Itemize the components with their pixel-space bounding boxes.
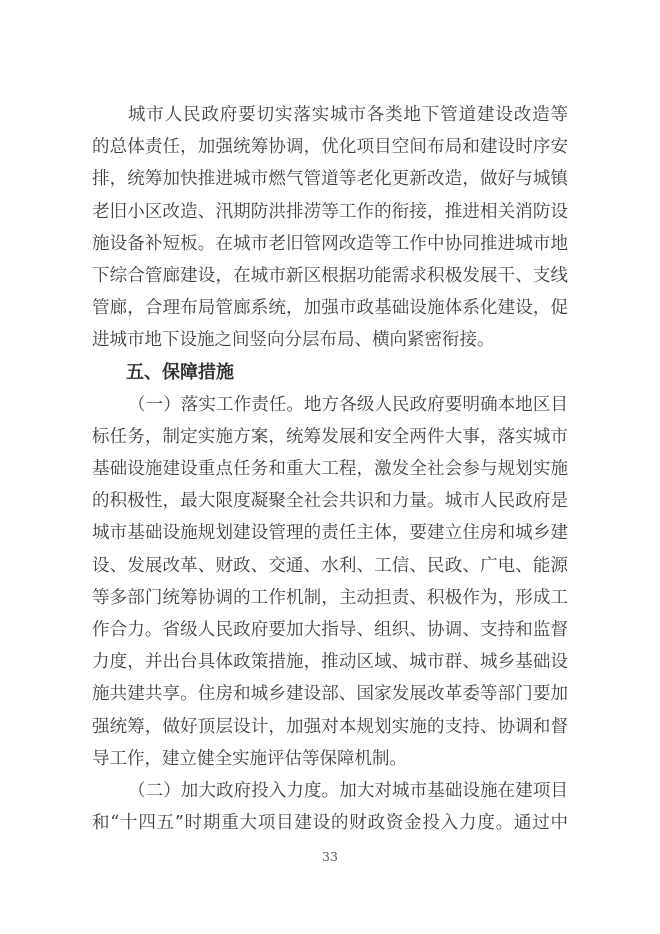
body-line: 管廊，合理布局管廊系统，加强市政基础设施体系化建设，促 bbox=[92, 298, 568, 319]
body-line: 城市基础设施规划建设管理的责任主体，要建立住房和城乡建 bbox=[92, 523, 568, 544]
body-line: 和“十四五”时期重大项目建设的财政资金投入力度。通过中 bbox=[92, 813, 568, 834]
body-line: （二）加大政府投入力度。加大对城市基础设施在建项目 bbox=[128, 780, 568, 801]
body-line: 城市人民政府要切实落实城市各类地下管道建设改造等 bbox=[128, 105, 568, 125]
body-line: 导工作，建立健全实施评估等保障机制。 bbox=[92, 748, 407, 769]
body-line: 的积极性，最大限度凝聚全社会共识和力量。城市人民政府是 bbox=[92, 491, 568, 512]
body-line: 设、发展改革、财政、交通、水利、工信、民政、广电、能源 bbox=[92, 555, 568, 576]
body-line: 基础设施建设重点任务和重大工程，激发全社会参与规划实施 bbox=[92, 459, 568, 480]
text-block bbox=[92, 99, 568, 839]
section-heading: 五、保障措施 bbox=[126, 361, 234, 383]
body-line: 排，统筹加快推进城市燃气管道等老化更新改造，做好与城镇 bbox=[92, 169, 568, 190]
body-line: 进城市地下设施之间竖向分层布局、横向紧密衔接。 bbox=[92, 330, 495, 351]
body-line: 标任务，制定实施方案，统筹发展和安全两件大事，落实城市 bbox=[92, 426, 568, 447]
page-number: 33 bbox=[322, 849, 338, 864]
body-line: 下综合管廊建设，在城市新区根据功能需求积极发展干、支线 bbox=[92, 265, 568, 286]
body-line: 力度，并出台具体政策措施，推动区域、城市群、城乡基础设 bbox=[92, 652, 568, 673]
body-line: 强统筹，做好顶层设计，加强对本规划实施的支持、协调和督 bbox=[92, 716, 568, 737]
body-line: 等多部门统筹协调的工作机制，主动担责、积极作为，形成工 bbox=[92, 587, 568, 608]
body-line: 施设备补短板。在城市老旧管网改造等工作中协同推进城市地 bbox=[92, 233, 568, 254]
body-line: 老旧小区改造、汛期防洪排涝等工作的衔接，推进相关消防设 bbox=[92, 201, 568, 222]
body-line: （一）落实工作责任。地方各级人民政府要明确本地区目 bbox=[128, 394, 568, 415]
body-line: 施共建共享。住房和城乡建设部、国家发展改革委等部门要加 bbox=[92, 684, 568, 705]
body-line: 作合力。省级人民政府要加大指导、组织、协调、支持和监督 bbox=[92, 620, 568, 640]
body-line: 的总体责任，加强统筹协调，优化项目空间布局和建设时序安 bbox=[92, 137, 568, 158]
